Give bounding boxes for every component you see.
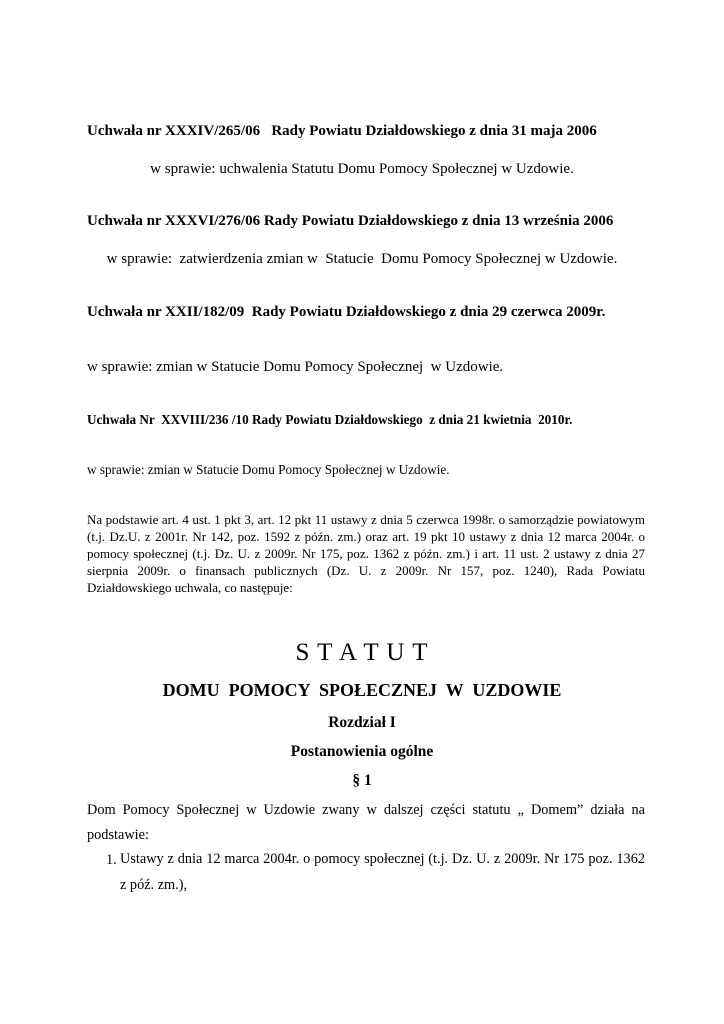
chapter-title: Postanowienia ogólne [290, 743, 434, 760]
list-item-number: 1. [106, 852, 117, 868]
resolution-1-title: Uchwała nr XXXIV/265/06 Rady Powiatu Działdowskiego z dnia 31 maja 2006 [87, 123, 597, 139]
section-intro: Dom Pomocy Społecznej w Uzdowie zwany w dalszej części statutu „ Domem” działa na podstawie: [87, 802, 645, 843]
resolution-3-title: Uchwała nr XXII/182/09 Rady Powiatu Działdowskiego z dnia 29 czerwca 2009r. [87, 304, 606, 320]
resolution-2-subject: w sprawie: zatwierdzenia zmian w Statucie Domu Pomocy Społecznej w Uzdowie. [106, 251, 618, 267]
statute-subheading: DOMU POMOCY SPOŁECZNEJ W UZDOWIE [162, 680, 562, 700]
chapter-number: Rozdział I [328, 714, 396, 731]
resolution-1-subject: w sprawie: uchwalenia Statutu Domu Pomocy Społecznej w Uzdowie. [150, 161, 574, 177]
legal-basis-paragraph: Na podstawie art. 4 ust. 1 pkt 3, art. 12 pkt 11 ustawy z dnia 5 czerwca 1998r. o samorządzie powiatowym (t.j. Dz.U. z 2001r. Nr 142, poz. 1592 z późn. zm.) oraz art. 19 pkt 10 ustawy z dnia 12 marca 2004r. o pomocy społecznej (t.j. Dz. U. z 2009r. Nr 175, poz. 1362 z późn. zm.) i art. 11 ust. 2 ustawy z dnia 27 sierpnia 2009r. o finansach publicznych (Dz. U. z 2009r. Nr 157, poz. 1240), Rada Powiatu Działdowskiego uchwala, co następuje: [87, 512, 645, 595]
list-item-text: Ustawy z dnia 12 marca 2004r. o pomocy społecznej (t.j. Dz. U. z 2009r. Nr 175 poz. 1362 z póź. zm.), [120, 851, 645, 893]
resolution-4-title: Uchwała Nr XXVIII/236 /10 Rady Powiatu Działdowskiego z dnia 21 kwietnia 2010r. [87, 412, 573, 427]
statute-heading: S T A T U T [295, 639, 429, 666]
resolution-4-subject: w sprawie: zmian w Statucie Domu Pomocy Społecznej w Uzdowie. [87, 462, 450, 477]
section-symbol: § 1 [352, 772, 372, 789]
resolution-2-title: Uchwała nr XXXVI/276/06 Rady Powiatu Działdowskiego z dnia 13 września 2006 [87, 213, 614, 229]
resolution-3-subject: w sprawie: zmian w Statucie Domu Pomocy Społecznej w Uzdowie. [87, 359, 504, 375]
